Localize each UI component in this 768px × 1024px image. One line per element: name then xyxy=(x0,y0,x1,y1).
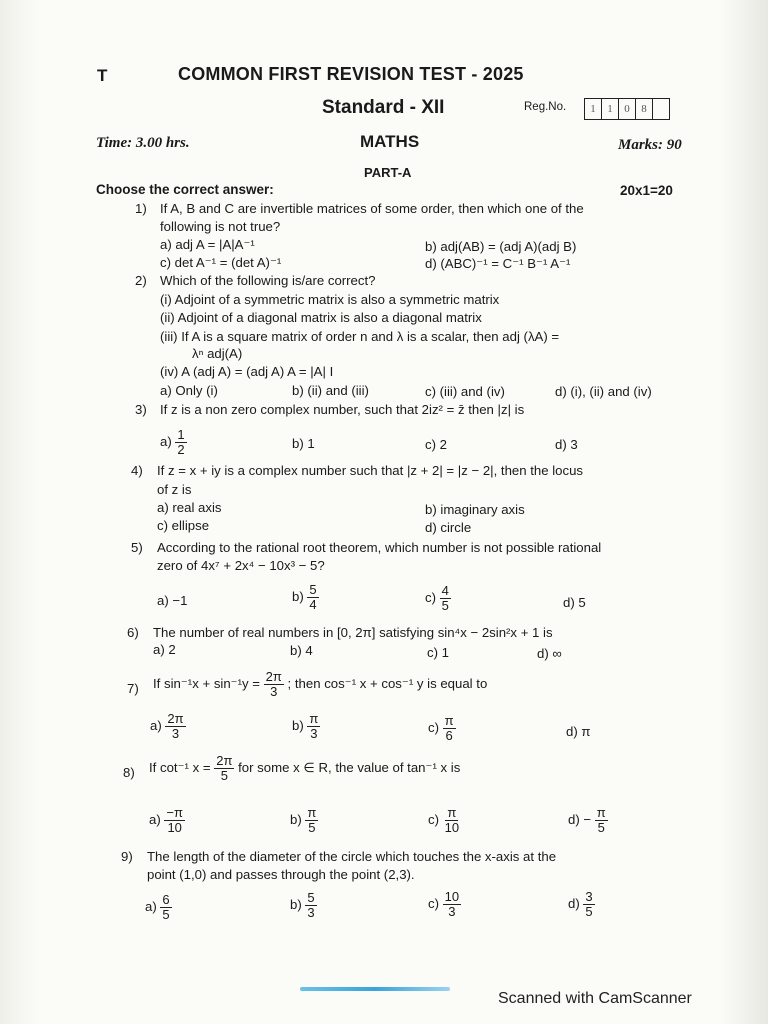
fraction: $\frac{1}{2}$ xyxy=(177,427,185,457)
question-number: 6) xyxy=(127,625,139,640)
option-d: d) (i), (ii) and (iv) xyxy=(555,384,652,399)
option-a: a) adj A = |A|A⁻¹ xyxy=(160,237,255,252)
question-number: 8) xyxy=(123,765,135,780)
option-label: c) xyxy=(425,589,436,605)
fraction: $\frac{10}{3}$ xyxy=(444,889,460,919)
statement-item: (ii) Adjoint of a diagonal matrix is also a diagonal matrix xyxy=(160,310,482,325)
reg-no-label: Reg.No. xyxy=(524,101,567,113)
option-c: c) det A⁻¹ = (det A)⁻¹ xyxy=(160,255,282,270)
question-text-part: If sin⁻¹x + sin⁻¹y = xyxy=(153,675,260,691)
fraction: $\frac{\pi}{6}$ xyxy=(444,713,454,743)
option-label: a) xyxy=(150,717,162,733)
fraction: $\frac{5}{4}$ xyxy=(309,582,317,612)
option-label: b) xyxy=(290,896,302,912)
option-label: b) xyxy=(292,588,304,604)
option-d: d) 5 xyxy=(563,595,586,610)
marks-label: Marks: 90 xyxy=(618,137,682,153)
reg-cell: 1 xyxy=(584,98,602,120)
fraction: $\frac{\pi}{5}$ xyxy=(596,805,606,835)
question-number: 7) xyxy=(127,681,139,696)
option-a xyxy=(149,806,185,835)
option-c xyxy=(425,584,451,613)
time-label: Time: 3.00 hrs. xyxy=(96,135,190,151)
option-label: a) xyxy=(160,433,172,449)
option-a xyxy=(145,893,172,922)
question-text: The length of the diameter of the circle which touches the x-axis at the xyxy=(147,849,557,864)
option-b xyxy=(292,583,319,612)
option-label: b) xyxy=(292,717,304,733)
statement-item: λⁿ adj(A) xyxy=(192,346,243,361)
reg-no-boxes xyxy=(584,98,670,120)
scan-edge-mark xyxy=(300,987,450,991)
option-d: d) π xyxy=(566,724,591,739)
statement-item: (iv) A (adj A) = (adj A) A = |A| I xyxy=(160,364,334,379)
option-label: a) xyxy=(149,811,161,827)
reg-cell xyxy=(653,98,670,120)
fraction: $\frac{\pi}{3}$ xyxy=(309,711,319,741)
fraction: $\frac{4}{5}$ xyxy=(441,583,449,613)
standard-label: Standard - XII xyxy=(322,97,445,118)
option-b xyxy=(290,891,317,920)
fraction: $\frac{-\pi}{10}$ xyxy=(166,805,183,835)
question-number: 2) xyxy=(135,273,147,288)
option-label: c) xyxy=(428,895,439,911)
option-b: b) 4 xyxy=(290,643,313,658)
option-c: c) (iii) and (iv) xyxy=(425,384,505,399)
instruction: Choose the correct answer: xyxy=(96,182,274,197)
option-a xyxy=(150,712,186,741)
option-b: b) adj(AB) = (adj A)(adj B) xyxy=(425,239,577,254)
question-text-part: ; then cos⁻¹ x + cos⁻¹ y is equal to xyxy=(287,675,488,691)
part-label: PART-A xyxy=(364,165,412,180)
reg-cell: 8 xyxy=(636,98,653,120)
option-d: d) ∞ xyxy=(537,646,562,661)
fraction: $\frac{2\pi}{3}$ xyxy=(167,711,184,741)
fraction: $\frac{2\pi}{5}$ xyxy=(216,753,233,783)
option-label: c) xyxy=(428,719,439,735)
question-text: following is not true? xyxy=(160,219,281,234)
fraction: $\frac{5}{3}$ xyxy=(307,890,315,920)
question-text: point (1,0) and passes through the point (2,3). xyxy=(147,867,415,882)
fraction: $\frac{\pi}{10}$ xyxy=(444,805,460,835)
option-a: a) 2 xyxy=(153,642,176,657)
statement-item: (iii) If A is a square matrix of order n and λ is a scalar, then adj (λA) = xyxy=(160,329,560,344)
option-a: a) −1 xyxy=(157,593,188,608)
option-d: d) circle xyxy=(425,520,472,535)
option-c xyxy=(428,890,461,919)
fraction: $\frac{3}{5}$ xyxy=(585,889,593,919)
option-c: c) 2 xyxy=(425,437,447,452)
question-number: 4) xyxy=(131,463,143,478)
option-b xyxy=(290,806,318,835)
fraction: $\frac{6}{5}$ xyxy=(162,892,170,922)
option-d: d) 3 xyxy=(555,437,578,452)
option-b: b) 1 xyxy=(292,436,315,451)
option-b: b) (ii) and (iii) xyxy=(292,383,369,398)
option-b: b) imaginary axis xyxy=(425,502,525,517)
option-d: d) (ABC)⁻¹ = C⁻¹ B⁻¹ A⁻¹ xyxy=(425,256,571,271)
paper-code: T xyxy=(97,66,108,85)
fraction: $\frac{2\pi}{3}$ xyxy=(265,669,282,699)
option-a: a) Only (i) xyxy=(160,383,218,398)
question-number: 5) xyxy=(131,540,143,555)
question-text: of z is xyxy=(157,482,192,497)
camscanner-watermark: Scanned with CamScanner xyxy=(498,990,692,1007)
question-text: The number of real numbers in [0, 2π] satisfying sin⁴x − 2sin²x + 1 is xyxy=(153,625,553,640)
option-label: d) xyxy=(568,895,580,911)
option-c xyxy=(428,714,456,743)
option-label: d) − xyxy=(568,811,592,827)
option-a xyxy=(160,428,187,457)
score-scheme: 20x1=20 xyxy=(620,183,673,198)
exam-title: COMMON FIRST REVISION TEST - 2025 xyxy=(178,64,524,84)
option-d xyxy=(568,806,608,835)
statement-item: (i) Adjoint of a symmetric matrix is also a symmetric matrix xyxy=(160,292,500,307)
question-number: 1) xyxy=(135,201,147,216)
option-b xyxy=(292,712,320,741)
question-text-part: for some x ∈ R, the value of tan⁻¹ x is xyxy=(238,759,461,775)
question-text xyxy=(153,670,487,699)
reg-cell: 1 xyxy=(602,98,619,120)
question-text: According to the rational root theorem, which number is not possible rational xyxy=(157,540,602,555)
question-number: 9) xyxy=(121,849,133,864)
reg-cell: 0 xyxy=(619,98,636,120)
fraction: $\frac{\pi}{5}$ xyxy=(307,805,317,835)
question-text: Which of the following is/are correct? xyxy=(160,273,376,288)
option-a: a) real axis xyxy=(157,500,222,515)
question-text: If z = x + iy is a complex number such that |z + 2| = |z − 2|, then the locus xyxy=(157,463,584,478)
option-label: c) xyxy=(428,811,439,827)
question-text xyxy=(149,754,460,783)
question-text: If z is a non zero complex number, such that 2iz² = z̄ then |z| is xyxy=(160,402,525,417)
option-label: b) xyxy=(290,811,302,827)
subject-label: MATHS xyxy=(360,132,420,151)
option-label: a) xyxy=(145,898,157,914)
question-text: If A, B and C are invertible matrices of some order, then which one of the xyxy=(160,201,584,216)
option-c: c) 1 xyxy=(427,645,449,660)
question-text-part: If cot⁻¹ x = xyxy=(149,759,211,775)
question-text: zero of 4x⁷ + 2x⁴ − 10x³ − 5? xyxy=(157,558,325,573)
question-number: 3) xyxy=(135,402,147,417)
option-d xyxy=(568,890,595,919)
option-c: c) ellipse xyxy=(157,518,210,533)
option-c xyxy=(428,806,461,835)
